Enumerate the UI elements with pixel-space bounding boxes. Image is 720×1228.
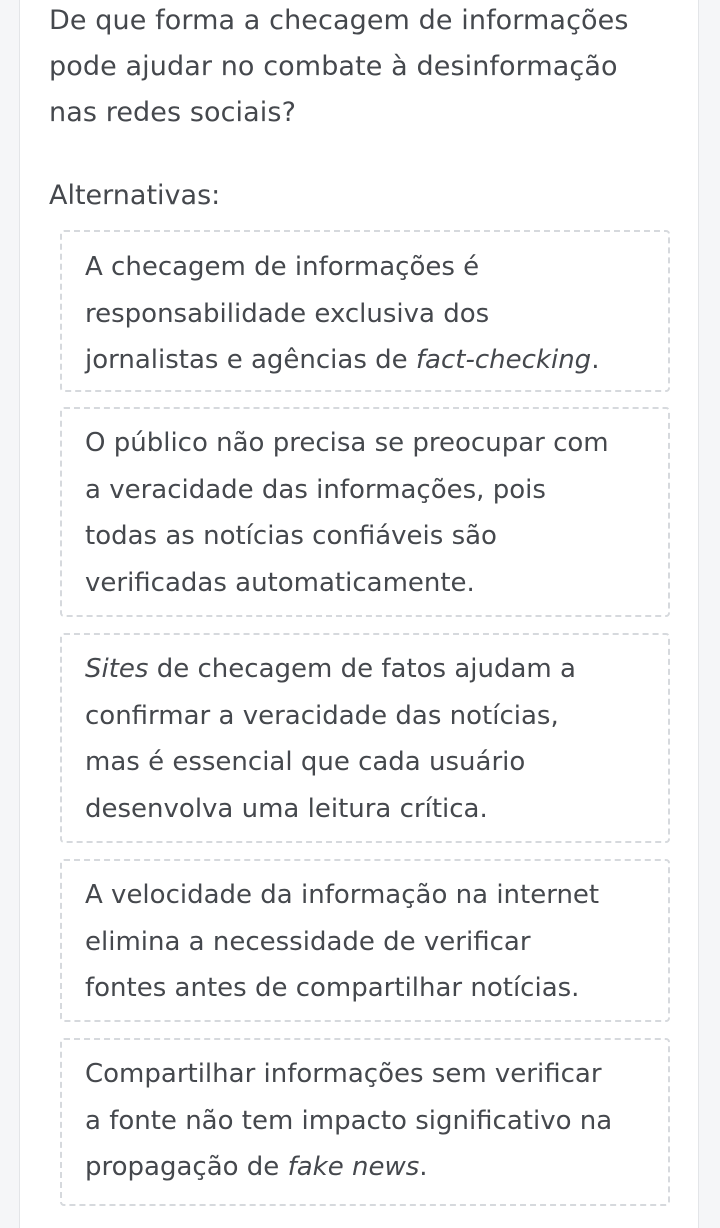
option-e-emphasis: fake news xyxy=(287,1152,420,1182)
option-c[interactable] xyxy=(60,633,670,843)
option-b-text: O público não precisa se preocupar com a veracidade das informações, pois todas as notícias confiáveis são verificadas automaticamente. xyxy=(85,428,609,598)
option-e[interactable] xyxy=(60,1038,670,1206)
option-c-text: Sites de checagem de fatos ajudam a confirmar a veracidade das notícias, mas é essencial que cada usuário desenvolva uma leitura crítica. xyxy=(85,654,576,824)
alternatives-label: Alternativas: xyxy=(49,180,221,211)
option-a-emphasis: fact-checking xyxy=(415,345,592,375)
question-card xyxy=(19,0,699,1228)
option-d[interactable] xyxy=(60,859,670,1022)
option-e-text: Compartilhar informações sem verificar a fonte não tem impacto significativo na propagação de fake news. xyxy=(85,1059,613,1182)
option-a-text: A checagem de informações é responsabilidade exclusiva dos jornalistas e agências de fact-checking. xyxy=(85,252,600,375)
question-text: De que forma a checagem de informações pode ajudar no combate à desinformação nas redes sociais? xyxy=(49,5,629,128)
option-a[interactable] xyxy=(60,230,670,392)
option-b[interactable] xyxy=(60,407,670,617)
option-c-emphasis: Sites xyxy=(85,654,149,684)
option-d-text: A velocidade da informação na internet elimina a necessidade de verificar fontes antes de compartilhar notícias. xyxy=(85,880,600,1003)
